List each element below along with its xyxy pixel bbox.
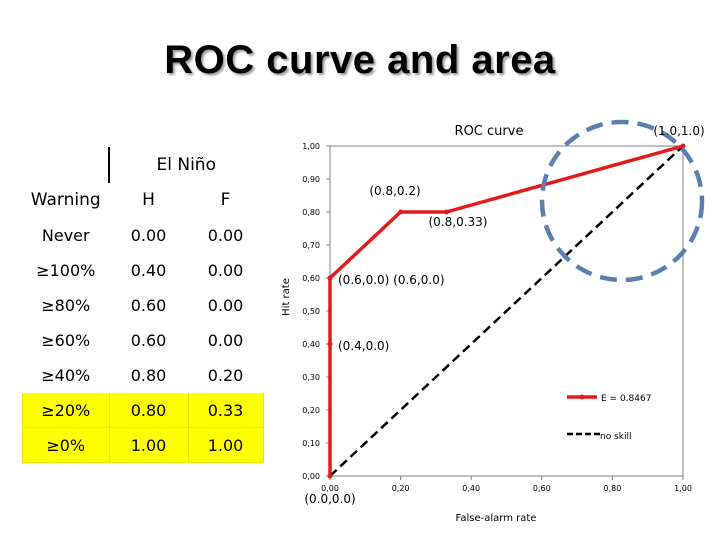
y-tick-label: 0,10	[302, 439, 320, 448]
y-tick-label: 0,00	[302, 472, 320, 481]
y-tick-label: 0,60	[302, 274, 320, 283]
column-header-f: F	[188, 183, 263, 218]
point-annotations	[304, 124, 704, 506]
legend-roc-label: E = 0.8467	[601, 394, 652, 404]
false-alarm-cell: 0.00	[188, 218, 263, 253]
false-alarm-cell: 0.00	[188, 253, 263, 288]
hit-rate-cell: 0.60	[109, 288, 188, 323]
roc-data-point	[398, 210, 403, 215]
y-tick-label: 0,80	[302, 208, 320, 217]
y-tick-label: 0,50	[302, 307, 320, 316]
x-tick-labels	[321, 484, 692, 493]
point-annotation: (0.4,0.0)	[338, 339, 390, 353]
slide-title: ROC curve and area	[164, 38, 556, 82]
y-tick-label: 1,00	[302, 142, 320, 151]
roc-data-point	[681, 144, 686, 149]
hit-rate-cell: 0.80	[109, 393, 188, 428]
false-alarm-cell: 1.00	[188, 428, 263, 463]
y-tick-label: 0,20	[302, 406, 320, 415]
hit-rate-cell: 0.40	[109, 253, 188, 288]
hit-rate-cell: 0.00	[109, 218, 188, 253]
point-annotation: (0.0,0.0)	[304, 492, 356, 506]
y-tick-label: 0,40	[302, 340, 320, 349]
point-annotation: (0.8,0.2)	[369, 184, 421, 198]
y-tick-labels	[302, 142, 320, 481]
point-annotation: (0.6,0.0) (0.6,0.0)	[338, 273, 445, 287]
table-group-header: El Niño	[109, 148, 263, 183]
x-axis-label: False-alarm rate	[455, 513, 537, 524]
false-alarm-cell: 0.33	[188, 393, 263, 428]
warning-cell: ≥80%	[23, 288, 110, 323]
x-tick-label: 0,80	[603, 484, 622, 493]
y-tick-label: 0,70	[302, 241, 320, 250]
false-alarm-cell: 0.00	[188, 288, 263, 323]
point-annotation: (0.8,0.33)	[428, 215, 488, 229]
false-alarm-cell: 0.20	[188, 358, 263, 393]
warning-cell: ≥60%	[23, 323, 110, 358]
y-tick-label: 0,90	[302, 175, 320, 184]
warning-cell: ≥20%	[23, 393, 110, 428]
warning-cell: ≥0%	[23, 428, 110, 463]
x-tick-label: 0,60	[532, 484, 551, 493]
false-alarm-cell: 0.00	[188, 323, 263, 358]
roc-data-point	[328, 342, 333, 347]
point-annotation: (1.0,1.0)	[653, 124, 705, 138]
y-tick-label: 0,30	[302, 373, 320, 382]
hit-rate-cell: 1.00	[109, 428, 188, 463]
warning-cell: ≥40%	[23, 358, 110, 393]
warning-cell: Never	[23, 218, 110, 253]
hit-rate-cell: 0.80	[109, 358, 188, 393]
roc-data-point	[328, 474, 333, 479]
x-tick-label: 1,00	[674, 484, 692, 493]
legend-no-skill-label: no skill	[600, 432, 632, 442]
legend-roc-marker	[580, 395, 585, 400]
column-header-warning: Warning	[23, 183, 110, 218]
roc-data-point	[444, 210, 449, 215]
chart-legend	[567, 394, 651, 442]
warning-cell: ≥100%	[23, 253, 110, 288]
x-tick-label: 0,00	[321, 484, 339, 493]
column-header-h: H	[109, 183, 188, 218]
x-tick-label: 0,20	[391, 484, 410, 493]
hit-rate-cell: 0.60	[109, 323, 188, 358]
roc-data-point	[328, 276, 333, 281]
x-tick-label: 0,40	[462, 484, 481, 493]
y-axis-label: Hit rate	[281, 278, 292, 316]
chart-title: ROC curve	[454, 124, 524, 139]
